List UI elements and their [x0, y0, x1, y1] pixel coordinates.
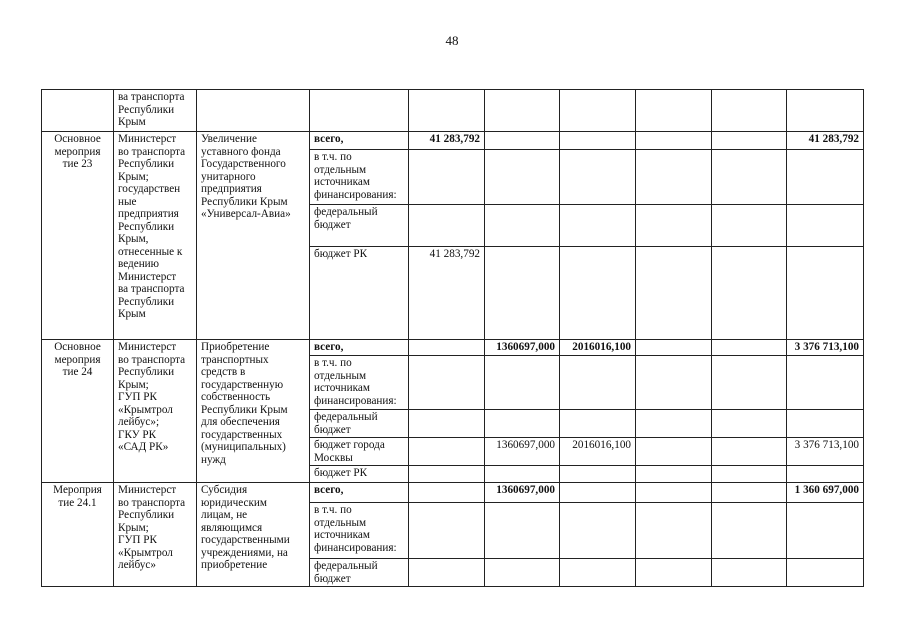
financing-label: в т.ч. по отдельным источникам финансирования: [310, 503, 409, 559]
amount-cell: 2016016,100 [560, 340, 636, 356]
financing-label: бюджет города Москвы [310, 438, 409, 466]
amount-cell: 1360697,000 [485, 483, 560, 503]
financing-label: всего, [310, 132, 409, 150]
event-name: Основное мероприя тие 24 [54, 341, 101, 378]
description-cell [197, 340, 310, 483]
table-row [42, 483, 864, 503]
executor-cell [114, 90, 197, 132]
description-text: Субсидия юридическим лицам, не являющимся государственными учреждениями, на приобретение [201, 484, 290, 571]
executor-cell [114, 340, 197, 483]
event-name: Мероприя тие 24.1 [53, 484, 102, 509]
program-financing-table [41, 89, 864, 587]
executor-text: Министерст во транспорта Республики Крым; ГУП РК «Крымтрол лейбус» [118, 484, 186, 571]
financing-label: всего, [310, 483, 409, 503]
amount-cell: 41 283,792 [409, 247, 485, 340]
page-number: 48 [445, 33, 459, 48]
event-name-cell [42, 483, 114, 587]
financing-label: бюджет РК [310, 247, 409, 340]
total-cell: 1 360 697,000 [787, 483, 864, 503]
financing-label: всего, [310, 340, 409, 356]
financing-label: в т.ч. по отдельным источникам финансирования: [310, 150, 409, 205]
description-cell [197, 132, 310, 340]
financing-label: федеральный бюджет [310, 559, 409, 587]
total-cell: 41 283,792 [787, 132, 864, 150]
event-name: Основное мероприя тие 23 [54, 133, 101, 170]
financing-label: бюджет РК [310, 466, 409, 483]
table-row [42, 340, 864, 356]
executor-text: ва транспорта Республики Крым [118, 91, 185, 128]
event-name-cell [42, 132, 114, 340]
amount-cell: 1360697,000 [485, 438, 560, 466]
description-text: Увеличение уставного фонда Государственного унитарного предприятия Республики Крым «Универсал-Авиа» [201, 133, 291, 220]
amount-cell: 2016016,100 [560, 438, 636, 466]
financing-label: федеральный бюджет [310, 410, 409, 438]
amount-cell: 1360697,000 [485, 340, 560, 356]
amount-cell: 41 283,792 [409, 132, 485, 150]
executor-text: Министерст во транспорта Республики Крым; государствен ные предприятия Республики Крым, отнесенные к ведению Министерст ва транспорта Республики Крым [118, 133, 186, 320]
executor-text: Министерст во транспорта Республики Крым; ГУП РК «Крымтрол лейбус»; ГКУ РК «САД РК» [118, 341, 186, 453]
table-row [42, 90, 864, 132]
total-cell: 3 376 713,100 [787, 438, 864, 466]
executor-cell [114, 483, 197, 587]
description-cell [197, 90, 310, 132]
table-row [42, 132, 864, 150]
description-cell [197, 483, 310, 587]
financing-label: в т.ч. по отдельным источникам финансирования: [310, 356, 409, 410]
total-cell: 3 376 713,100 [787, 340, 864, 356]
event-name-cell [42, 90, 114, 132]
event-name-cell [42, 340, 114, 483]
financing-label: федеральный бюджет [310, 205, 409, 247]
description-text: Приобретение транспортных средств в государственную собственность Республики Крым для обеспечения государственных (муниципальных) нужд [201, 341, 288, 466]
executor-cell [114, 132, 197, 340]
